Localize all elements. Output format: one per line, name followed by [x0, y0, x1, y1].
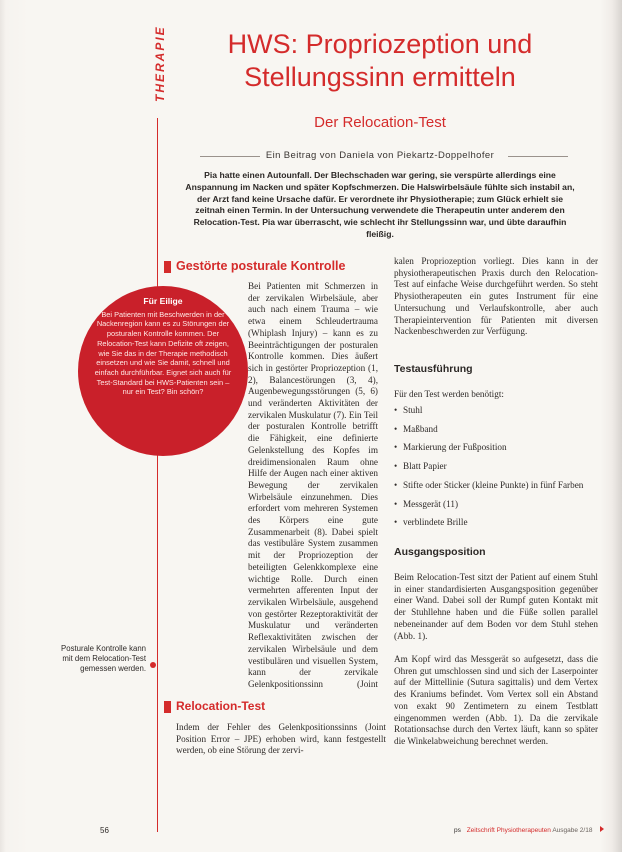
caption-marker: [150, 662, 156, 668]
list-item: • Messgerät (11): [394, 499, 598, 511]
list-item: • Stifte oder Sticker (kleine Punkte) in fünf Farben: [394, 480, 598, 492]
materials-list: [394, 405, 598, 536]
figure-caption: Posturale Kontrolle kann mit dem Relocation-Test gemessen werden.: [61, 644, 146, 674]
ausgangsposition-text-2: Am Kopf wird das Messgerät so aufgesetzt, dass die Ohren gut umschlossen sind und sich der Laserpointer auf der Mittellinie (Sutura sagittalis) und dem Vertex des Kraniums befindet. Vom Vertex soll ein Abstand von exakt 90 Zentimetern zu einem Testblatt eingenommen werden (Abb. 1). Da die zervikale Rotationsachse durch den Vertex läuft, kann so später die Winkelabweichung berechnet werden.: [394, 654, 598, 746]
heading-ausgangsposition: Ausgangsposition: [394, 546, 486, 558]
footer-arrow-icon: [600, 826, 604, 832]
article-title: HWS: Propriozeption und Stellungssinn ermitteln: [227, 29, 533, 92]
right-text-intro: kalen Propriozeption vorliegt. Dies kann in der physiotherapeutischen Praxis durch den Relocation-Test auf einfache Weise durchgeführt werden. So steht Physiotherapeuten ein gutes Instrument für eine Untersuchung und Verlaufskontrolle, aber auch Therapieintervention für Patienten mit diversen Nackenbeschwerden zur Verfügung.: [394, 256, 598, 337]
list-item: • verblindete Brille: [394, 517, 598, 529]
heading-testausfuehrung: Testausführung: [394, 363, 473, 375]
section-label-text: THERAPIE: [153, 25, 167, 102]
callout-body: Bei Patienten mit Beschwerden in der Nackenregion kann es zu Störungen der posturalen Kontrolle kommen. Der Relocation-Test kann Defizite oft zeigen, wie Sie das in der Therapie methodisch einsetzen und wie Sie damit, schnell und einfach durchführbar. Eignet sich auch für Test-Standard bei HWS-Patienten sein – nur ein Test? Bin schön?: [94, 309, 232, 397]
page-number-right: ps: [454, 827, 461, 834]
callout-heading: Für Eilige: [143, 296, 183, 306]
callout-text: [94, 297, 232, 397]
intro-paragraph: Pia hatte einen Autounfall. Der Blechschaden war gering, sie verspürte allerdings eine Anspannung im Nacken und später Kopfschmerzen. Die Halswirbelsäule fühlte sich instabil an, der Arzt fand keine Ursache dafür. Er verordnete ihr Physiotherapie; zum Glück erhielt sie zeitnah einen Termin. In der Untersuchung verwendete die Therapeutin unter anderem den Relocation-Test. Pia war überrascht, wie schlecht ihr Stellungssinn war, und übte daraufhin fleißig.: [185, 170, 575, 239]
heading-posture: Gestörte posturale Kontrolle: [176, 259, 346, 273]
testausfuehrung-intro: Für den Test werden benötigt:: [394, 389, 504, 399]
list-item: • Maßband: [394, 424, 598, 436]
section-label: [143, 22, 167, 132]
posture-text: Bei Patienten mit Schmerzen in der zervikalen Wirbelsäule, aber auch nach einem Trauma – wie etwa einem Schleudertrauma (Whiplash Injury) – kann es zu Beeinträchtigungen der posturalen Kontrolle kommen. Dies äußert sich in gestörter Propriozeption (1, 2), Balancestörungen (3, 4), Augenbewegungsstörungen (5, 6) und veränderten Aktivitäten der zervikalen Muskulatur (7). Ein Teil der posturalen Kontrolle betrifft die Fähigkeit, eine definierte Gelenkstellung des Kopfes im dreidimensionalen Raum ohne Hilfe der Augen nach einer aktiven Bewegung der zervikalen Wirbelsäule einzunehmen. Dies erfordert vom mehreren Systemen des Körpers eine gute Zusammenarbeit (8). Dabei spielt das vestibuläre System zusammen mit der Propriozeption der beteiligten Gelenkkomplexe eine wichtige Rolle. Durch einen vermehrten afferenten Input der zervikalen Wirbelsäule, ausgehend von gestörter Rezeptoraktivität der Muskulatur und veränderten Reflexaktivitäten zwischen der zervikalen Wirbelsäule und dem vestibulären und visuellen System, kann der zervikale Gelenkpositionssinn (Joint: [248, 281, 378, 689]
list-item: • Stuhl: [394, 405, 598, 417]
issue-label: Ausgabe 2/18: [552, 827, 593, 834]
heading-relocation: Relocation-Test: [176, 699, 266, 713]
list-item: • Blatt Papier: [394, 461, 598, 473]
page-number-left: 56: [100, 826, 109, 835]
relocation-text: Indem der Fehler des Gelenkpositionssinns (Joint Position Error – JPE) erhoben wird, kann festgestellt werden, ob eine Störung der zervi-: [176, 722, 386, 756]
list-item: • Markierung der Fußposition: [394, 442, 598, 454]
heading-marker: [164, 701, 171, 713]
byline: Ein Beitrag von Daniela von Piekartz-Doppelhofer: [265, 150, 495, 161]
article-subtitle: Der Relocation-Test: [314, 114, 446, 131]
page-footer: [454, 826, 604, 834]
byline-rule-right: [508, 156, 568, 157]
magazine-name: Zeitschrift Physiotherapeuten: [466, 827, 551, 834]
margin-rule: [157, 118, 158, 832]
posture-text-narrow: [248, 281, 378, 691]
ausgangsposition-text-1: Beim Relocation-Test sitzt der Patient auf einem Stuhl in einer standardisierten Ausgangsposition gegenüber einer Wand. Dabei soll der Rumpf guten Kontakt mit der Stuhllehne haben und die Füße sollen parallel nebeneinander auf dem Boden vor dem Stuhl stehen (Abb. 1).: [394, 572, 598, 641]
heading-marker: [164, 261, 171, 273]
